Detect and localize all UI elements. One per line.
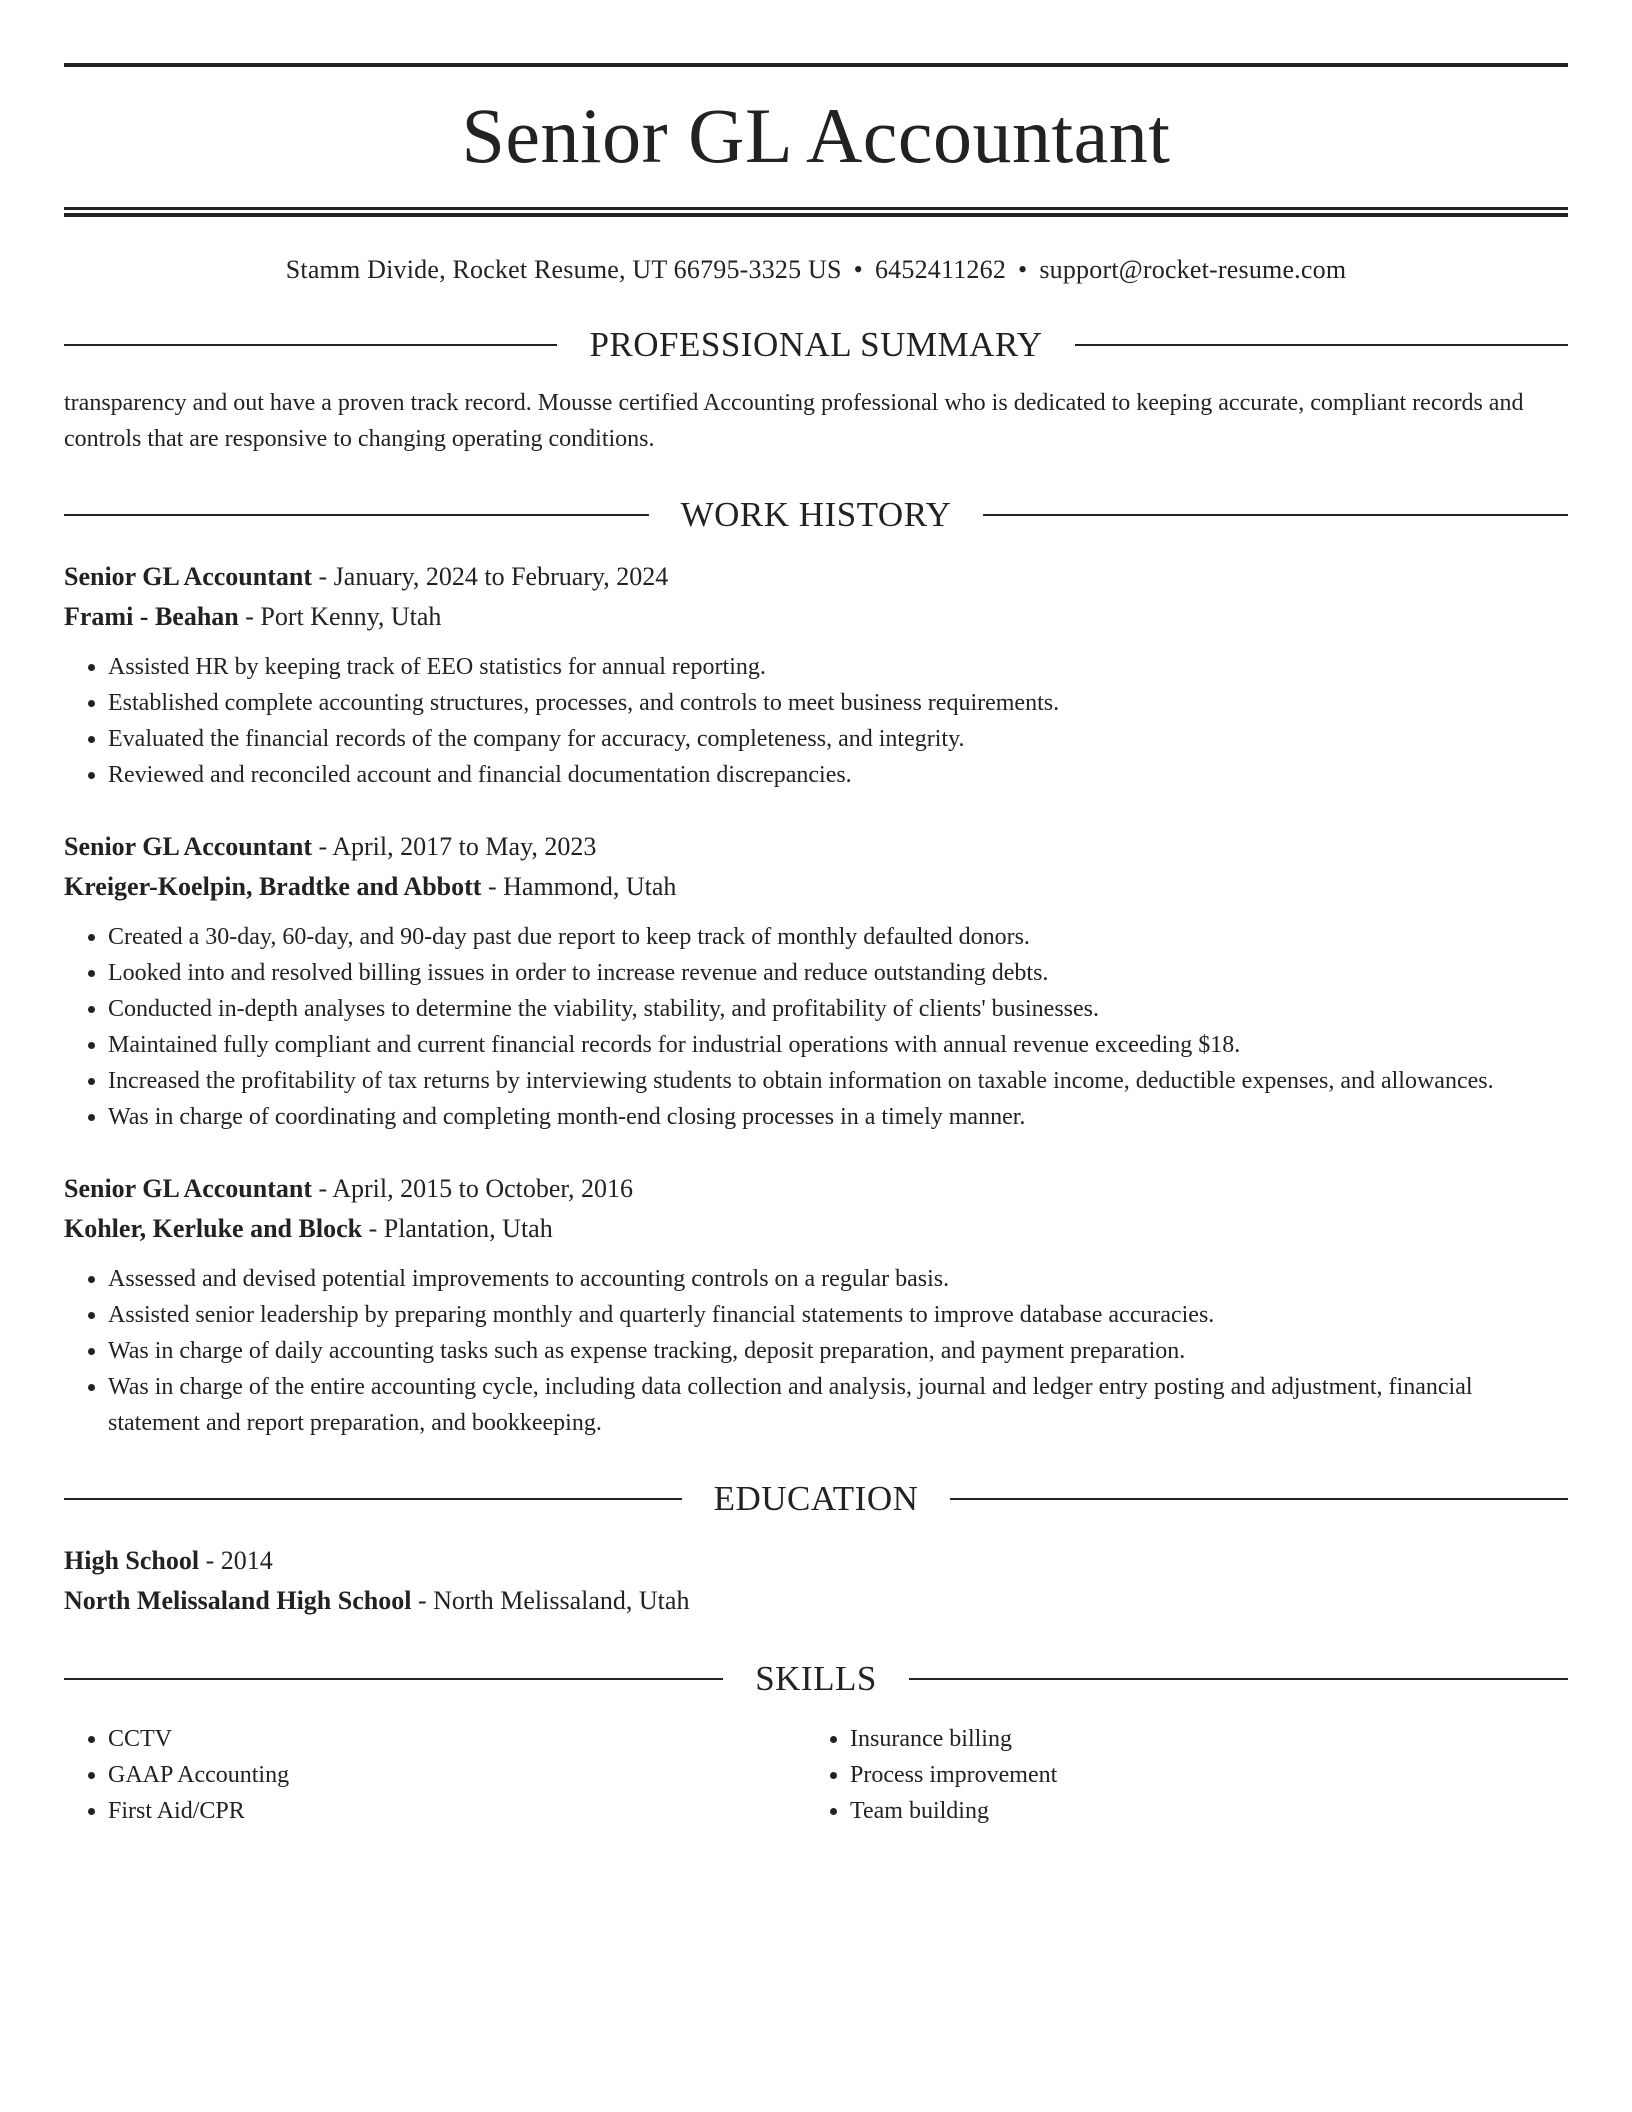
section-rule xyxy=(983,514,1568,516)
section-rule xyxy=(909,1678,1568,1680)
education-degree-line xyxy=(64,1541,1568,1581)
list-item: • Assessed and devised potential improvements to accounting controls on a regular basis. xyxy=(108,1261,1568,1297)
list-item: • Conducted in-depth analyses to determine the viability, stability, and profitability of clients' businesses. xyxy=(108,991,1568,1027)
education-degree: High School xyxy=(64,1546,200,1575)
list-item: • CCTV xyxy=(108,1721,806,1757)
job-title-line xyxy=(64,827,1568,867)
education-entry xyxy=(64,1541,1568,1621)
job-bullets xyxy=(64,649,1568,793)
job-company: Kohler, Kerluke and Block xyxy=(64,1214,363,1243)
list-item: • Assisted senior leadership by preparing monthly and quarterly financial statements to improve database accuracies. xyxy=(108,1297,1568,1333)
job-company-line xyxy=(64,1209,1568,1249)
job-company-line xyxy=(64,867,1568,907)
section-heading-work-history xyxy=(64,495,1568,535)
list-item: • Assisted HR by keeping track of EEO statistics for annual reporting. xyxy=(108,649,1568,685)
education-school: North Melissaland High School xyxy=(64,1586,412,1615)
section-heading-skills xyxy=(64,1659,1568,1699)
job-title: Senior GL Accountant xyxy=(64,1174,313,1203)
section-title: PROFESSIONAL SUMMARY xyxy=(589,325,1043,364)
job-title: Senior GL Accountant xyxy=(64,562,313,591)
job-bullets xyxy=(64,1261,1568,1441)
section-heading-education xyxy=(64,1479,1568,1519)
list-item: • Increased the profitability of tax returns by interviewing students to obtain information on taxable income, deductible expenses, and allowances. xyxy=(108,1063,1568,1099)
list-item: • Team building xyxy=(850,1793,1548,1829)
education-school-line xyxy=(64,1581,1568,1621)
contact-separator: • xyxy=(1018,255,1028,284)
contact-phone: 6452411262 xyxy=(874,255,1007,284)
job-company: Kreiger-Koelpin, Bradtke and Abbott xyxy=(64,872,482,901)
list-item: • Established complete accounting structures, processes, and controls to meet business requirements. xyxy=(108,685,1568,721)
section-heading-summary xyxy=(64,325,1568,365)
list-item: • First Aid/CPR xyxy=(108,1793,806,1829)
job-dates: - April, 2015 to October, 2016 xyxy=(312,1174,634,1203)
education-location: - North Melissaland, Utah xyxy=(411,1586,690,1615)
job-dates: - April, 2017 to May, 2023 xyxy=(312,832,597,861)
section-title: WORK HISTORY xyxy=(680,495,952,534)
education-year: - 2014 xyxy=(199,1546,273,1575)
job-company-line xyxy=(64,597,1568,637)
list-item: • Maintained fully compliant and current financial records for industrial operations with annual revenue exceeding $18. xyxy=(108,1027,1568,1063)
contact-address: Stamm Divide, Rocket Resume, UT 66795-3325 US xyxy=(285,255,842,284)
list-item: • Insurance billing xyxy=(850,1721,1548,1757)
title-double-rule xyxy=(64,207,1568,217)
list-item: • GAAP Accounting xyxy=(108,1757,806,1793)
job-title-line xyxy=(64,557,1568,597)
list-item: • Was in charge of daily accounting tasks such as expense tracking, deposit preparation, and payment preparation. xyxy=(108,1333,1568,1369)
summary-text: transparency and out have a proven track record. Mousse certified Accounting professional who is dedicated to keeping accurate, compliant records and controls that are responsive to changing operating conditions. xyxy=(64,390,1524,452)
job-location: - Hammond, Utah xyxy=(481,872,677,901)
section-rule xyxy=(1075,344,1568,346)
list-item: • Looked into and resolved billing issues in order to increase revenue and reduce outstanding debts. xyxy=(108,955,1568,991)
section-title: SKILLS xyxy=(755,1659,877,1698)
list-item: • Was in charge of the entire accounting cycle, including data collection and analysis, journal and ledger entry posting and adjustment, financial statement and report preparation, and bookkeeping. xyxy=(108,1369,1568,1441)
job-entry xyxy=(64,1169,1568,1441)
contact-line xyxy=(64,253,1568,287)
job-title: Senior GL Accountant xyxy=(64,832,313,861)
job-location: - Port Kenny, Utah xyxy=(238,602,442,631)
list-item: • Evaluated the financial records of the company for accuracy, completeness, and integrity. xyxy=(108,721,1568,757)
resume-title: Senior GL Accountant xyxy=(461,92,1171,179)
job-entry xyxy=(64,827,1568,1135)
skills-list xyxy=(64,1721,1568,1829)
list-item: • Reviewed and reconciled account and financial documentation discrepancies. xyxy=(108,757,1568,793)
job-company: Frami - Beahan xyxy=(64,602,239,631)
job-bullets xyxy=(64,919,1568,1135)
section-title: EDUCATION xyxy=(713,1479,919,1518)
section-rule xyxy=(64,344,557,346)
contact-email: support@rocket-resume.com xyxy=(1039,255,1347,284)
section-rule xyxy=(950,1498,1568,1500)
contact-separator: • xyxy=(853,255,863,284)
section-rule xyxy=(64,1678,723,1680)
job-location: - Plantation, Utah xyxy=(362,1214,553,1243)
section-rule xyxy=(64,514,649,516)
skills-column-right xyxy=(806,1721,1548,1829)
list-item: • Was in charge of coordinating and completing month-end closing processes in a timely manner. xyxy=(108,1099,1568,1135)
job-dates: - January, 2024 to February, 2024 xyxy=(312,562,669,591)
list-item: • Created a 30-day, 60-day, and 90-day past due report to keep track of monthly defaulted donors. xyxy=(108,919,1568,955)
job-title-line xyxy=(64,1169,1568,1209)
skills-column-left xyxy=(64,1721,806,1829)
section-rule xyxy=(64,1498,682,1500)
list-item: • Process improvement xyxy=(850,1757,1548,1793)
job-entry xyxy=(64,557,1568,793)
